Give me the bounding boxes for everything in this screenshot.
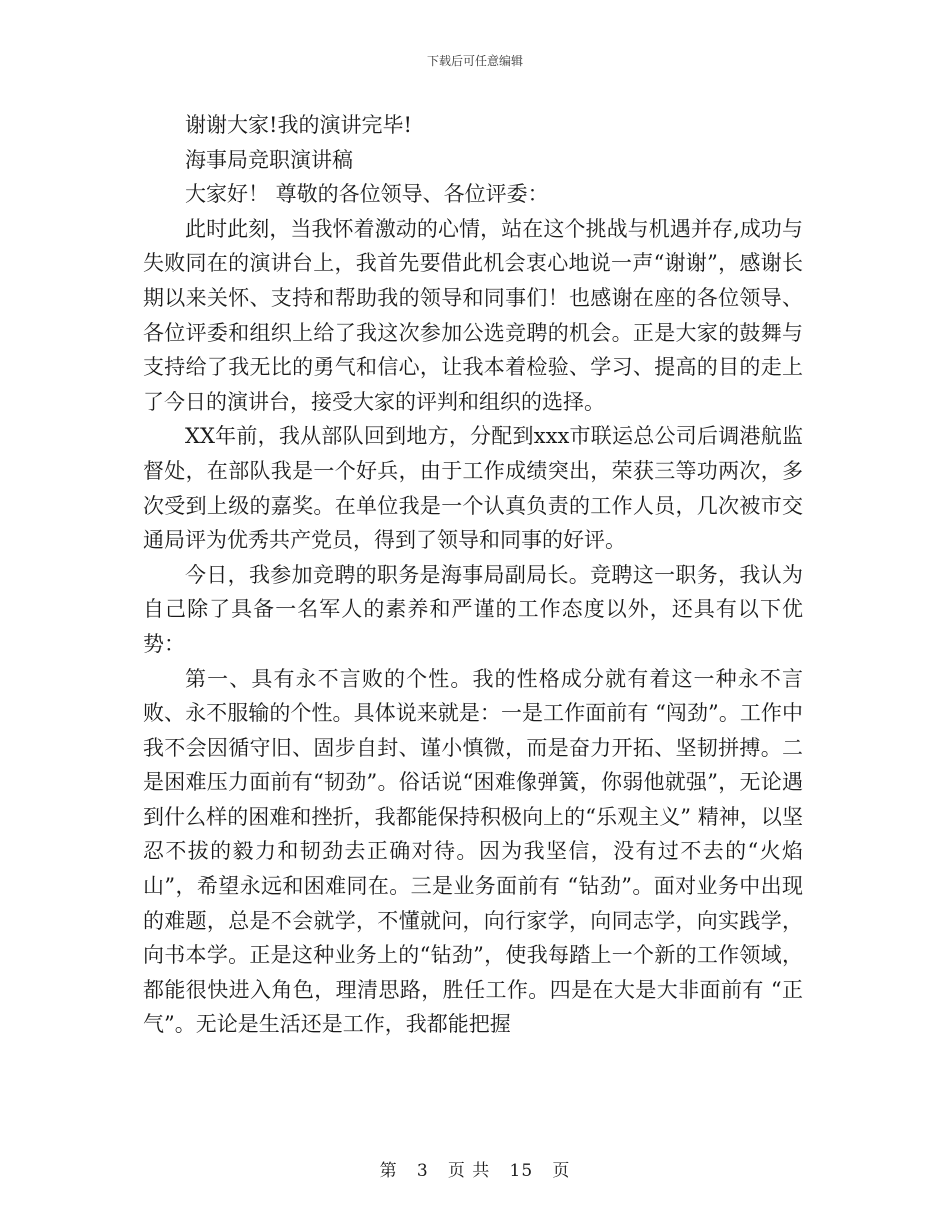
paragraph-position: 今日，我参加竞聘的职务是海事局副局长。竞聘这一职务，我认为自己除了具备一名军人的素养和严谨的工作态度以外，还具有以下优势： xyxy=(143,562,803,656)
footer-suffix: 页 xyxy=(552,1161,571,1181)
footer-prefix: 第 xyxy=(379,1161,398,1181)
paragraph-closing-thanks: 谢谢大家!我的演讲完毕! xyxy=(185,113,412,137)
paragraph-advantage-one: 第一、具有永不言败的个性。我的性格成分就有着这一种永不言败、永不服输的个性。具体说来就是：一是工作面前有 “闯劲”。工作中我不会因循守旧、固步自封、谨小慎微，而是奋力开拓、坚韧拼搏。二是困难压力面前有“韧劲”。俗话说“困难像弹簧，你弱他就强”，无论遇到什么样的困难和挫折，我都能保持积极向上的“乐观主义” 精神，以坚忍不拔的毅力和韧劲去正确对待。因为我坚信，没有过不去的“火焰山”，希望永远和困难同在。三是业务面前有 “钻劲”。面对业务中出现的难题，总是不会就学，不懂就问，向行家学，向同志学，向实践学，向书本学。正是这种业务上的“钻劲”，使我每踏上一个新的工作领域，都能很快进入角色，理清思路，胜任工作。四是在大是大非面前有 “正气”。无论是生活还是工作，我都能把握 xyxy=(143,666,803,1037)
paragraph-opening: 此时此刻，当我怀着激动的心情，站在这个挑战与机遇并存,成功与失败同在的演讲台上，我首先要借此机会衷心地说一声“谢谢”，感谢长期以来关怀、支持和帮助我的领导和同事们！也感谢在座的各位领导、各位评委和组织上给了我这次参加公选竞聘的机会。正是大家的鼓舞与支持给了我无比的勇气和信心，让我本着检验、学习、提高的目的走上了今日的演讲台，接受大家的评判和组织的选择。 xyxy=(143,216,803,414)
header-note: 下载后可任意编辑 xyxy=(426,54,523,68)
page-footer xyxy=(0,1156,950,1181)
paragraph-background: XX年前，我从部队回到地方，分配到xxx市联运总公司后调港航监督处，在部队我是一个好兵，由于工作成绩突出，荣获三等功两次，多次受到上级的嘉奖。在单位我是一个认真负责的工作人员，几次被市交通局评为优秀共产党员，得到了领导和同事的好评。 xyxy=(143,424,803,553)
page-total: 15 xyxy=(509,1161,534,1181)
footer-middle: 页 共 xyxy=(447,1161,491,1181)
page-number: 3 xyxy=(416,1161,429,1181)
paragraph-greeting: 大家好！ 尊敬的各位领导、各位评委： xyxy=(185,182,549,207)
paragraph-title: 海事局竞职演讲稿 xyxy=(185,147,353,172)
document-body xyxy=(143,108,803,1042)
